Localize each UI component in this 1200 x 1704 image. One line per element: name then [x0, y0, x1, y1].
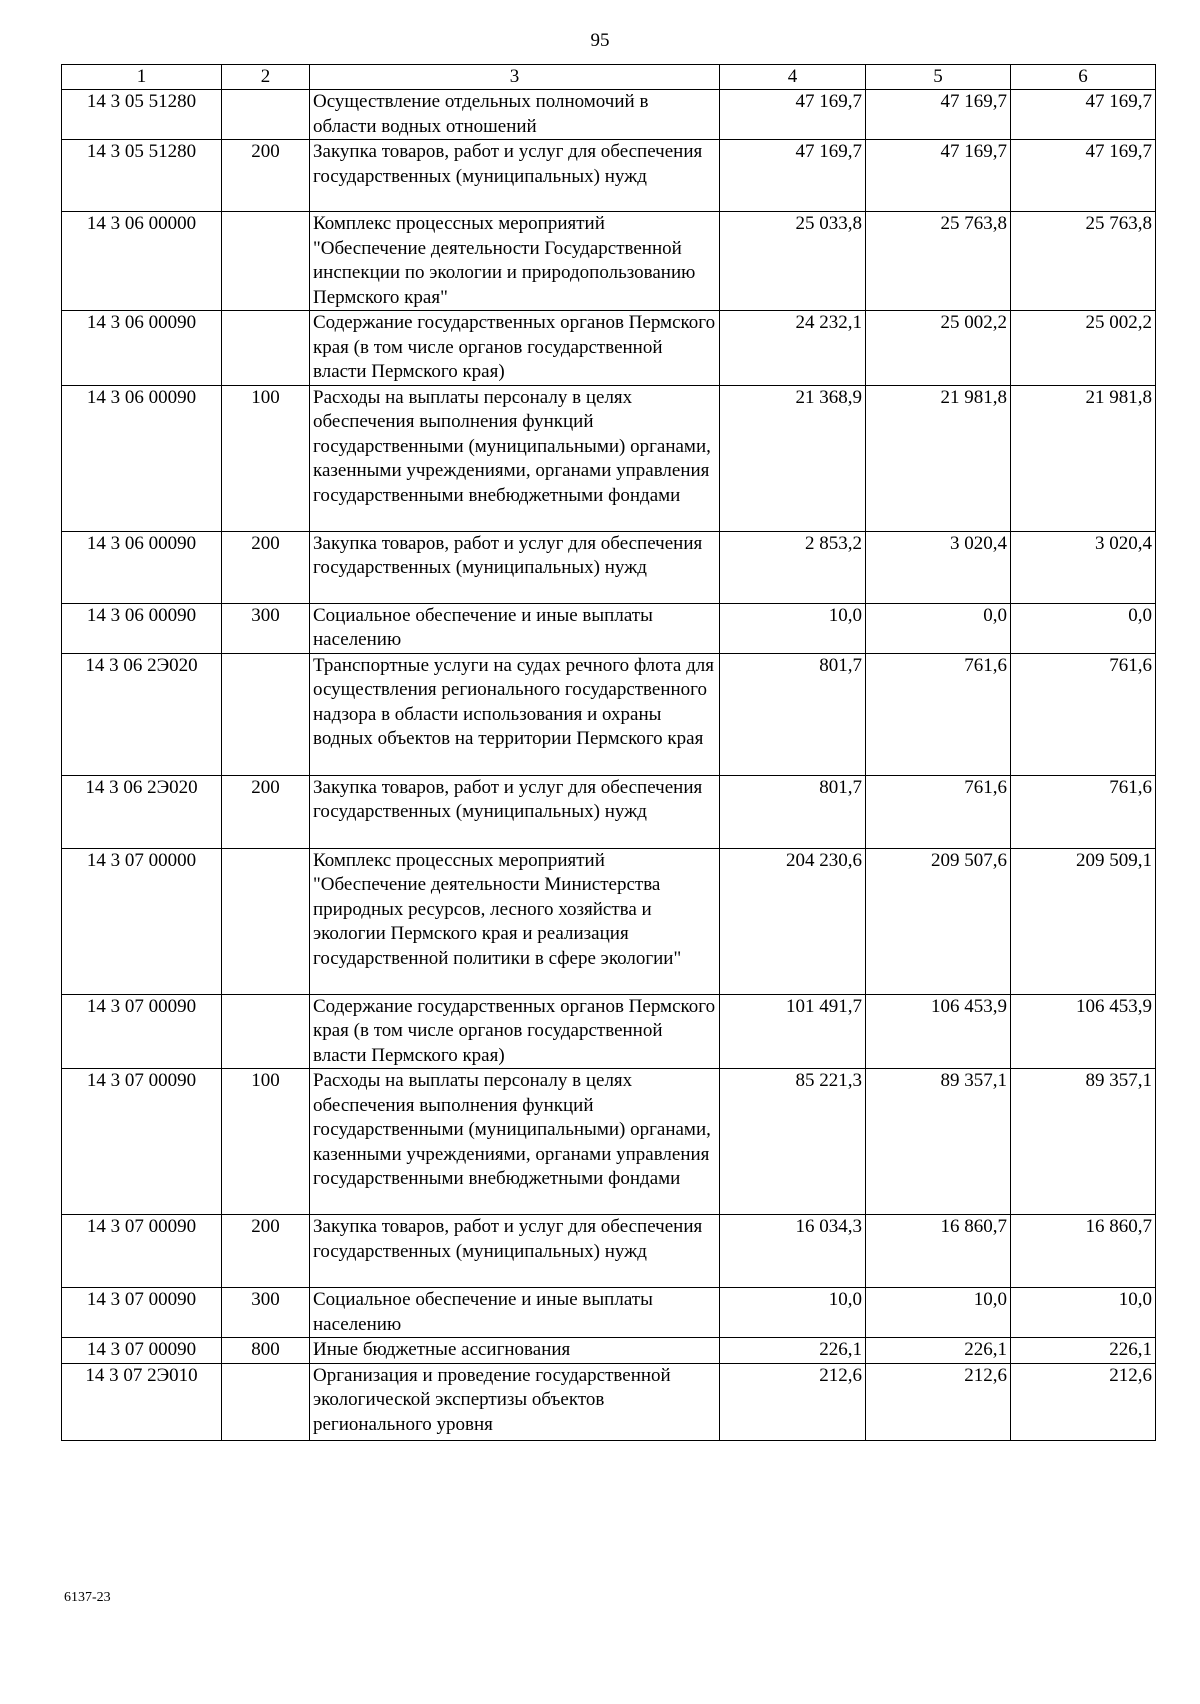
- item-name: Содержание государственных органов Пермского края (в том числе органов государственной власти Пермского края): [310, 994, 720, 1069]
- table-row: [62, 1069, 1156, 1215]
- table-row: [62, 311, 1156, 386]
- item-name: Социальное обеспечение и иные выплаты населению: [310, 603, 720, 653]
- budget-code: 14 3 05 51280: [62, 140, 222, 212]
- budget-code: 14 3 06 00090: [62, 603, 222, 653]
- item-name: Закупка товаров, работ и услуг для обеспечения государственных (муниципальных) нужд: [310, 775, 720, 848]
- document-id: 6137-23: [64, 1590, 111, 1605]
- budget-table: [61, 64, 1156, 1441]
- table-row: [62, 1338, 1156, 1364]
- table-row: [62, 848, 1156, 994]
- value-column-4: 212,6: [720, 1363, 866, 1440]
- item-name: Закупка товаров, работ и услуг для обеспечения государственных (муниципальных) нужд: [310, 531, 720, 603]
- value-column-4: 226,1: [720, 1338, 866, 1364]
- value-column-5: 761,6: [866, 775, 1011, 848]
- table-row: [62, 140, 1156, 212]
- value-column-4: 801,7: [720, 653, 866, 775]
- value-column-4: 47 169,7: [720, 140, 866, 212]
- item-name: Закупка товаров, работ и услуг для обеспечения государственных (муниципальных) нужд: [310, 140, 720, 212]
- item-name: Комплекс процессных мероприятий "Обеспечение деятельности Министерства природных ресурсов, лесного хозяйства и экологии Пермского края и реализация государственной политики в сфере экологии": [310, 848, 720, 994]
- value-column-5: 212,6: [866, 1363, 1011, 1440]
- budget-code: 14 3 07 00090: [62, 1288, 222, 1338]
- expense-type-code: [222, 212, 310, 311]
- value-column-4: 10,0: [720, 1288, 866, 1338]
- budget-code: 14 3 06 00090: [62, 531, 222, 603]
- value-column-5: 3 020,4: [866, 531, 1011, 603]
- table-row: [62, 603, 1156, 653]
- table-row: [62, 90, 1156, 140]
- value-column-4: 2 853,2: [720, 531, 866, 603]
- budget-code: 14 3 07 00000: [62, 848, 222, 994]
- value-column-4: 10,0: [720, 603, 866, 653]
- budget-code: 14 3 07 00090: [62, 1069, 222, 1215]
- expense-type-code: 200: [222, 531, 310, 603]
- value-column-6: 761,6: [1011, 775, 1156, 848]
- expense-type-code: 100: [222, 385, 310, 531]
- column-header-5: 5: [866, 65, 1011, 90]
- expense-type-code: 300: [222, 603, 310, 653]
- value-column-6: 47 169,7: [1011, 140, 1156, 212]
- value-column-4: 21 368,9: [720, 385, 866, 531]
- value-column-6: 106 453,9: [1011, 994, 1156, 1069]
- value-column-6: 21 981,8: [1011, 385, 1156, 531]
- expense-type-code: [222, 848, 310, 994]
- value-column-6: 3 020,4: [1011, 531, 1156, 603]
- value-column-6: 25 763,8: [1011, 212, 1156, 311]
- value-column-4: 101 491,7: [720, 994, 866, 1069]
- value-column-6: 209 509,1: [1011, 848, 1156, 994]
- item-name: Комплекс процессных мероприятий "Обеспечение деятельности Государственной инспекции по экологии и природопользованию Пермского края": [310, 212, 720, 311]
- item-name: Организация и проведение государственной экологической экспертизы объектов регионального уровня: [310, 1363, 720, 1440]
- item-name: Осуществление отдельных полномочий в области водных отношений: [310, 90, 720, 140]
- value-column-4: 25 033,8: [720, 212, 866, 311]
- budget-code: 14 3 06 00090: [62, 385, 222, 531]
- budget-code: 14 3 06 00000: [62, 212, 222, 311]
- header-row: [62, 65, 1156, 90]
- value-column-6: 89 357,1: [1011, 1069, 1156, 1215]
- budget-code: 14 3 07 00090: [62, 994, 222, 1069]
- value-column-6: 10,0: [1011, 1288, 1156, 1338]
- expense-type-code: [222, 1363, 310, 1440]
- column-header-1: 1: [62, 65, 222, 90]
- table-row: [62, 653, 1156, 775]
- expense-type-code: [222, 994, 310, 1069]
- value-column-4: 801,7: [720, 775, 866, 848]
- column-header-4: 4: [720, 65, 866, 90]
- table-row: [62, 531, 1156, 603]
- budget-code: 14 3 05 51280: [62, 90, 222, 140]
- expense-type-code: [222, 90, 310, 140]
- value-column-4: 24 232,1: [720, 311, 866, 386]
- table-row: [62, 385, 1156, 531]
- table-row: [62, 994, 1156, 1069]
- expense-type-code: 300: [222, 1288, 310, 1338]
- budget-code: 14 3 07 2Э010: [62, 1363, 222, 1440]
- budget-code: 14 3 07 00090: [62, 1338, 222, 1364]
- value-column-6: 25 002,2: [1011, 311, 1156, 386]
- value-column-4: 85 221,3: [720, 1069, 866, 1215]
- item-name: Закупка товаров, работ и услуг для обеспечения государственных (муниципальных) нужд: [310, 1215, 720, 1288]
- table-body: [62, 90, 1156, 1441]
- value-column-5: 0,0: [866, 603, 1011, 653]
- table-row: [62, 775, 1156, 848]
- value-column-6: 16 860,7: [1011, 1215, 1156, 1288]
- budget-code: 14 3 07 00090: [62, 1215, 222, 1288]
- column-header-3: 3: [310, 65, 720, 90]
- value-column-5: 209 507,6: [866, 848, 1011, 994]
- table-row: [62, 212, 1156, 311]
- item-name: Транспортные услуги на судах речного флота для осуществления регионального государственного надзора в области использования и охраны водных объектов на территории Пермского края: [310, 653, 720, 775]
- value-column-5: 106 453,9: [866, 994, 1011, 1069]
- expense-type-code: [222, 653, 310, 775]
- budget-code: 14 3 06 2Э020: [62, 775, 222, 848]
- value-column-5: 89 357,1: [866, 1069, 1011, 1215]
- expense-type-code: 200: [222, 775, 310, 848]
- value-column-5: 25 763,8: [866, 212, 1011, 311]
- item-name: Содержание государственных органов Пермского края (в том числе органов государственной власти Пермского края): [310, 311, 720, 386]
- value-column-5: 25 002,2: [866, 311, 1011, 386]
- value-column-4: 204 230,6: [720, 848, 866, 994]
- value-column-6: 47 169,7: [1011, 90, 1156, 140]
- column-header-6: 6: [1011, 65, 1156, 90]
- value-column-6: 226,1: [1011, 1338, 1156, 1364]
- expense-type-code: [222, 311, 310, 386]
- value-column-6: 212,6: [1011, 1363, 1156, 1440]
- item-name: Иные бюджетные ассигнования: [310, 1338, 720, 1364]
- expense-type-code: 100: [222, 1069, 310, 1215]
- value-column-5: 10,0: [866, 1288, 1011, 1338]
- page-number: 95: [590, 30, 610, 51]
- value-column-4: 47 169,7: [720, 90, 866, 140]
- budget-code: 14 3 06 00090: [62, 311, 222, 386]
- value-column-5: 21 981,8: [866, 385, 1011, 531]
- column-header-2: 2: [222, 65, 310, 90]
- expense-type-code: 800: [222, 1338, 310, 1364]
- value-column-4: 16 034,3: [720, 1215, 866, 1288]
- expense-type-code: 200: [222, 140, 310, 212]
- item-name: Расходы на выплаты персоналу в целях обеспечения выполнения функций государственными (муниципальными) органами, казенными учреждениями, органами управления государственными внебюджетными фондами: [310, 1069, 720, 1215]
- table-row: [62, 1215, 1156, 1288]
- value-column-5: 16 860,7: [866, 1215, 1011, 1288]
- item-name: Расходы на выплаты персоналу в целях обеспечения выполнения функций государственными (муниципальными) органами, казенными учреждениями, органами управления государственными внебюджетными фондами: [310, 385, 720, 531]
- value-column-6: 0,0: [1011, 603, 1156, 653]
- expense-type-code: 200: [222, 1215, 310, 1288]
- table-row: [62, 1363, 1156, 1440]
- value-column-5: 47 169,7: [866, 90, 1011, 140]
- value-column-5: 226,1: [866, 1338, 1011, 1364]
- table-row: [62, 1288, 1156, 1338]
- budget-code: 14 3 06 2Э020: [62, 653, 222, 775]
- value-column-6: 761,6: [1011, 653, 1156, 775]
- value-column-5: 761,6: [866, 653, 1011, 775]
- item-name: Социальное обеспечение и иные выплаты населению: [310, 1288, 720, 1338]
- value-column-5: 47 169,7: [866, 140, 1011, 212]
